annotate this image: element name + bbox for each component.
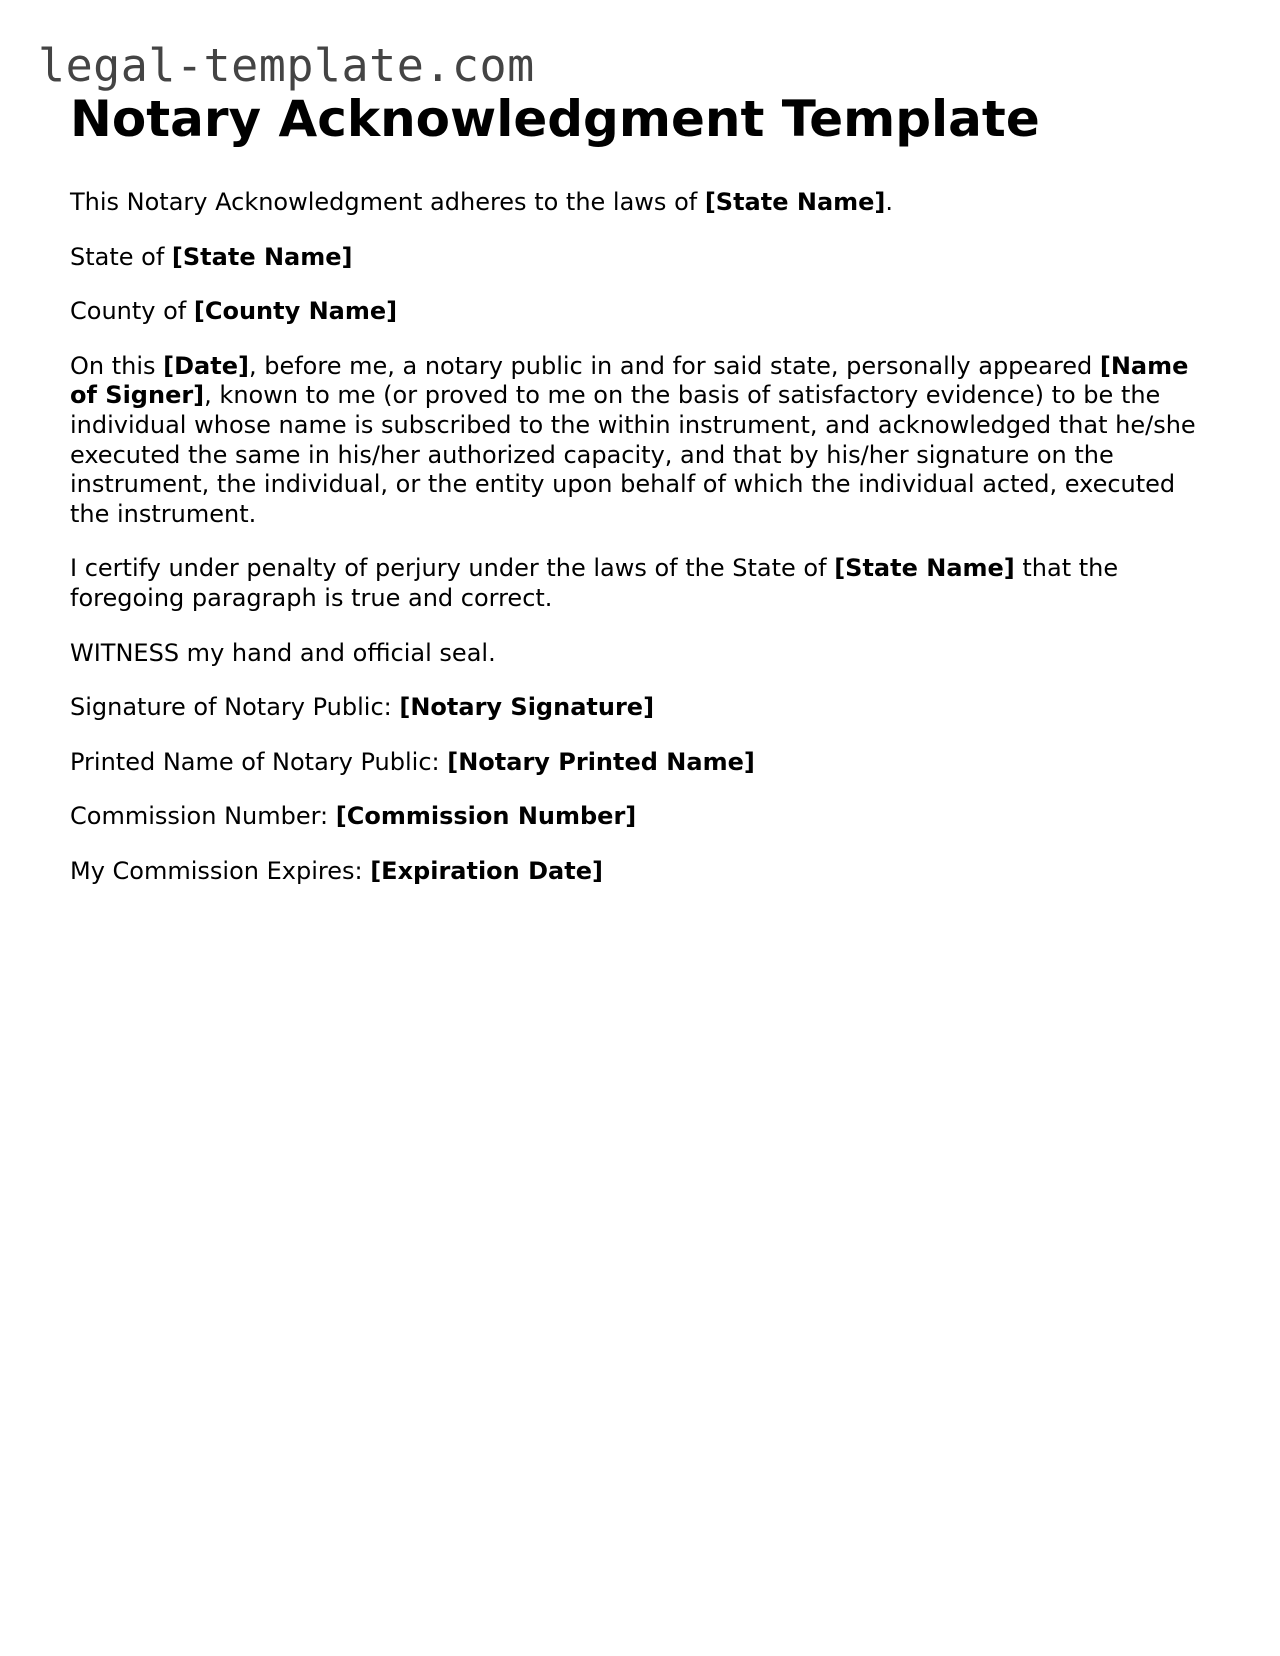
certify-state-placeholder: [State Name]	[834, 554, 1015, 583]
commission-number-line	[70, 802, 1220, 832]
appearance-post: , known to me (or proved to me on the basis of satisfactory evidence) to be the individual whose name is subscribed to the within instrument, and acknowledged that he/she executed the same in his/her authorized capacity, and that by his/her signature on the instrument, the individual, or the entity upon behalf of which the individual acted, executed the instrument.	[70, 381, 1196, 528]
document-title: Notary Acknowledgment Template	[70, 90, 1040, 148]
county-placeholder: [County Name]	[193, 297, 398, 326]
witness-line: WITNESS my hand and official seal.	[70, 638, 496, 667]
state-label: State of	[70, 242, 172, 271]
state-line	[70, 243, 1220, 273]
intro-state-placeholder: [State Name]	[704, 188, 886, 216]
signature-line	[70, 693, 1220, 723]
printed-name-placeholder: [Notary Printed Name]	[447, 747, 755, 776]
signature-label: Signature of Notary Public:	[70, 693, 400, 722]
appearance-pre: On this	[70, 351, 164, 380]
expires-label: My Commission Expires:	[70, 856, 371, 885]
printed-name-line	[70, 748, 1220, 778]
intro-text: This Notary Acknowledgment adheres to the laws of	[70, 188, 705, 216]
document-body	[70, 188, 1220, 887]
printed-name-label: Printed Name of Notary Public:	[70, 747, 448, 776]
expires-placeholder: [Expiration Date]	[370, 856, 603, 885]
county-label: County of	[70, 297, 194, 326]
intro-end: .	[885, 188, 894, 216]
certify-paragraph	[70, 554, 1220, 613]
signer-placeholder: [Name of Signer]	[70, 351, 1189, 410]
appearance-mid: , before me, a notary public in and for said state, personally appeared	[248, 351, 1100, 380]
document	[70, 86, 1220, 912]
commission-number-label: Commission Number:	[70, 802, 336, 831]
commission-number-placeholder: [Commission Number]	[335, 802, 637, 831]
state-placeholder: [State Name]	[171, 242, 353, 271]
county-line	[70, 297, 1220, 327]
site-watermark: legal-template.com	[38, 39, 535, 92]
date-placeholder: [Date]	[163, 351, 249, 380]
intro-paragraph	[70, 188, 1220, 218]
certify-post: that the foregoing paragraph is true and correct.	[70, 554, 1119, 612]
appearance-paragraph	[70, 352, 1220, 530]
signature-placeholder: [Notary Signature]	[399, 693, 655, 722]
certify-pre: I certify under penalty of perjury under the laws of the State of	[70, 554, 835, 583]
expires-line	[70, 857, 1220, 887]
